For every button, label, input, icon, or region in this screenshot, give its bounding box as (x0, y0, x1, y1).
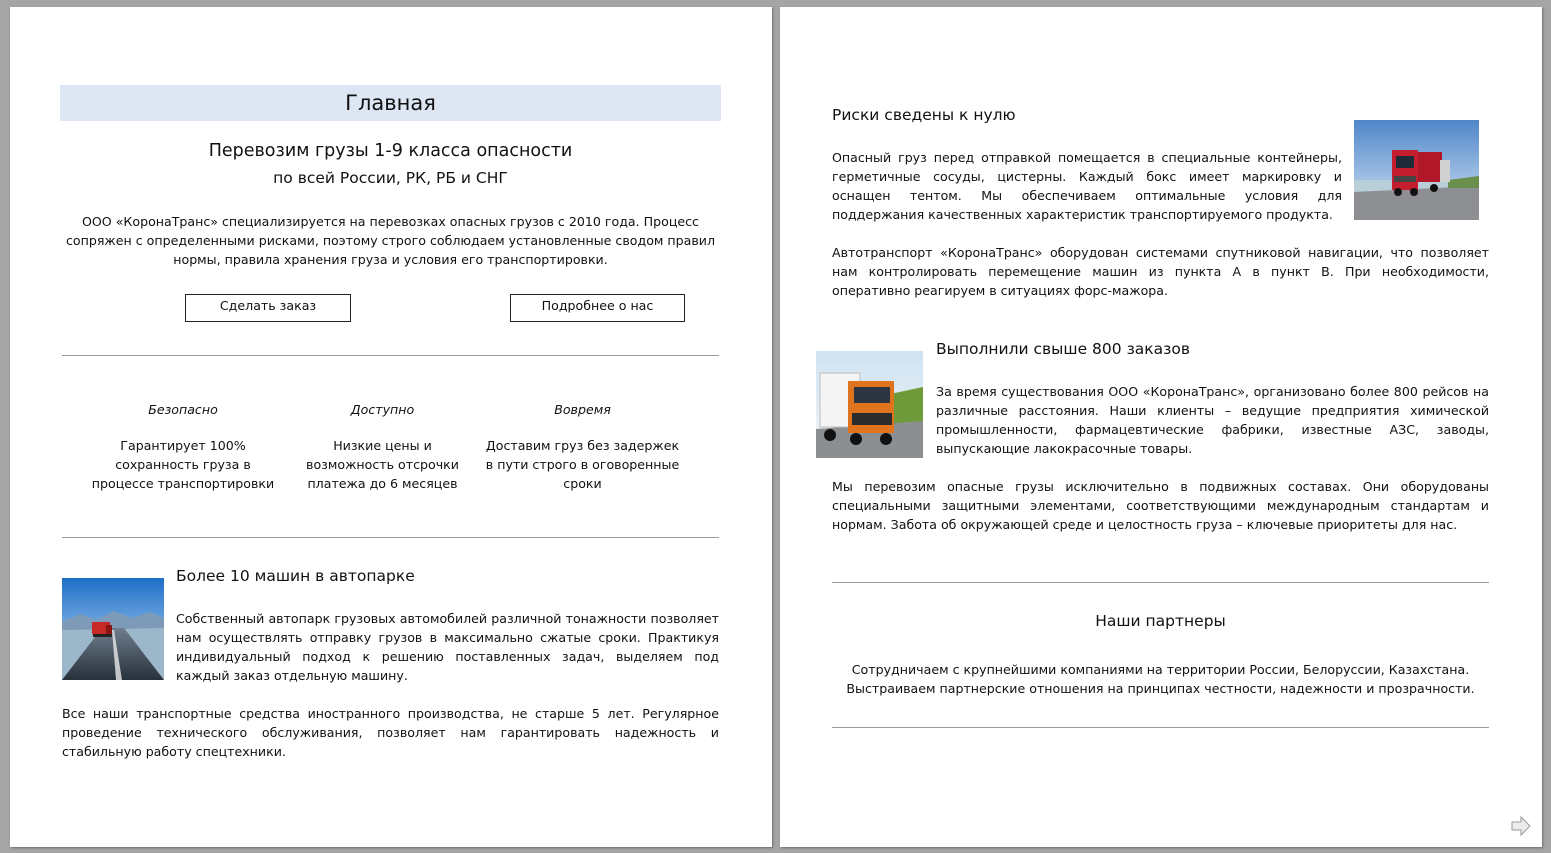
feature-title: Безопасно (148, 402, 218, 417)
divider (832, 582, 1489, 583)
page-title-bar (60, 85, 721, 121)
road-truck-photo (62, 578, 164, 680)
feature-column (83, 402, 283, 493)
partners-line: Выстраиваем партнерские отношения на принципах честности, надежности и прозрачности. (846, 681, 1475, 696)
left-page (10, 7, 772, 847)
orders-paragraph: За время существования ООО «КоронаТранс», организовано более 800 рейсов на различные расстояния. Наши клиенты – ведущие предприятия химической промышленности, фармацевтические фабрики, известные АЗС, заводы, выпускающие лакокрасочные товары. (936, 384, 1489, 456)
feature-title: Доступно (350, 402, 415, 417)
fleet-paragraph: Все наши транспортные средства иностранного производства, не старше 5 лет. Регулярное проведение технического обслуживания, позволяет нам гарантировать надежность и стабильную работу спецтехники. (62, 706, 719, 759)
arrow-right-icon[interactable] (1510, 815, 1532, 837)
feature-text: Гарантирует 100% сохранность груза в процессе транспортировки (91, 438, 275, 491)
page-title: Главная (345, 91, 436, 115)
hero-subtitle-line1: Перевозим грузы 1-9 класса опасности (208, 141, 573, 161)
about-us-button[interactable]: Подробнее о нас (510, 294, 685, 322)
red-truck-photo (1354, 120, 1479, 220)
risks-paragraph: Автотранспорт «КоронаТранс» оборудован системами спутниковой навигации, что позволяет нам контролировать перемещение машин из пункта А в пункт В. При необходимости, оперативно реагируем в ситуациях форс-мажора. (832, 245, 1489, 298)
divider (62, 355, 719, 356)
fleet-heading: Более 10 машин в автопарке (176, 567, 415, 585)
partners-line: Сотрудничаем с крупнейшими компаниями на территории России, Белоруссии, Казахстана. (851, 662, 1470, 677)
right-page (780, 7, 1542, 847)
make-order-button[interactable]: Сделать заказ (185, 294, 351, 322)
risks-heading: Риски сведены к нулю (832, 106, 1016, 124)
feature-title: Вовремя (554, 402, 611, 417)
hero-subtitle-line2: по всей России, РК, РБ и СНГ (273, 169, 508, 187)
divider (832, 727, 1489, 728)
feature-column (485, 402, 680, 493)
intro-paragraph: ООО «КоронаТранс» специализируется на перевозках опасных грузов с 2010 года. Процесс сопряжен с определенными рисками, поэтому строго соблюдаем установленные сводом правил нормы, правила хранения груза и условия его транспортировки. (65, 214, 716, 267)
fleet-paragraph: Собственный автопарк грузовых автомобилей различной тонажности позволяет нам осуществлять отправку грузов в максимально сжатые сроки. Практикуя индивидуальный подход к решению поставленных задач, выделяем под каждый заказ отдельную машину. (176, 611, 719, 683)
feature-text: Доставим груз без задержек в пути строго в оговоренные сроки (485, 438, 680, 491)
feature-text: Низкие цены и возможность отсрочки платежа до 6 месяцев (306, 438, 459, 491)
divider (62, 537, 719, 538)
orders-paragraph: Мы перевозим опасные грузы исключительно в подвижных составах. Они оборудованы специальными защитными элементами, соответствующими международным стандартам и нормам. Забота об окружающей среде и целостность груза – ключевые приоритеты для нас. (832, 479, 1489, 532)
risks-paragraph: Опасный груз перед отправкой помещается в специальные контейнеры, герметичные сосуды, цистерны. Каждый бокс имеет маркировку и оснащен тентом. Мы обеспечиваем оптимальные условия для поддержания качественных характеристик транспортируемого продукта. (832, 150, 1342, 222)
orange-truck-photo (816, 351, 923, 458)
feature-column (300, 402, 465, 493)
orders-heading: Выполнили свыше 800 заказов (936, 340, 1191, 358)
partners-heading: Наши партнеры (1095, 612, 1226, 630)
